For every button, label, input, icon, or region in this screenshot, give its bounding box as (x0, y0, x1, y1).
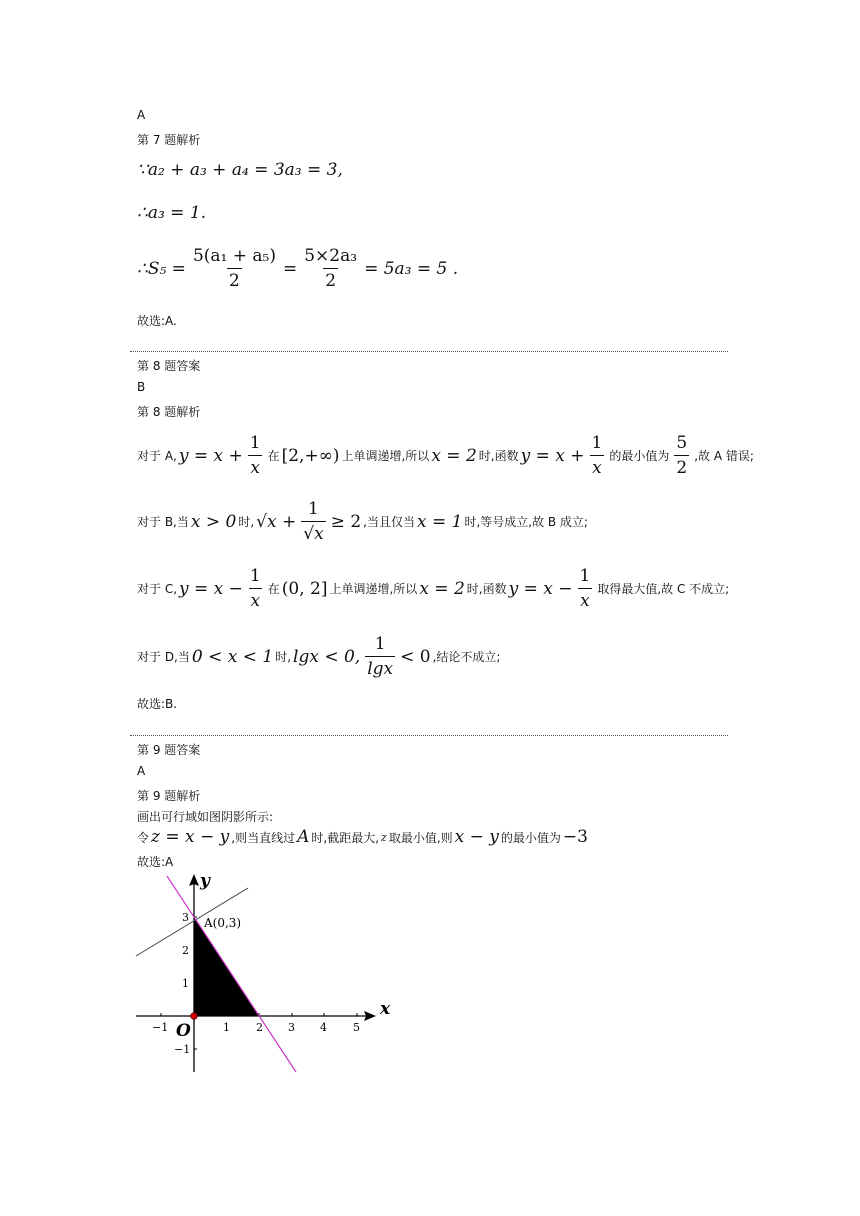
q8-a-frac2-num: 1 (591, 433, 603, 453)
q7-step3-num1: 5(a₁ + a₅) (192, 246, 276, 266)
q7-step3-den1: 2 (227, 268, 242, 291)
x-tick-label: 2 (256, 1021, 263, 1034)
y-tick-label: −1 (174, 1043, 191, 1056)
q8-c-mid3: 时,函数 (466, 582, 507, 596)
q8-c-expr2: y = x − (508, 578, 573, 599)
x-tick-label: 1 (223, 1021, 230, 1034)
q8-a-mid3: 时,函数 (478, 449, 519, 463)
q8-a-pre: 对于 A, (137, 449, 177, 463)
origin-point (191, 1013, 198, 1020)
q8-b-cond: x > 0 (190, 511, 237, 532)
q8-c-expr: y = x − (179, 578, 243, 599)
q7-step3-frac2 (302, 246, 359, 291)
q7-step3-frac1 (191, 246, 278, 291)
q9-l2-mid2: 时,截距最大, (311, 830, 380, 845)
q8-a-frac (248, 433, 263, 478)
q8-answer-title: 第 8 题答案 (137, 359, 201, 373)
q8-d-mid1: 时, (275, 650, 292, 664)
q8-d-frac-num: 1 (374, 634, 386, 654)
q9-analysis-title: 第 9 题解析 (137, 789, 201, 803)
q7-step3-rhs: = 5a₃ = 5 . (364, 258, 459, 279)
q8-a-mid4: 的最小值为 (609, 449, 670, 463)
q8-a-expr: y = x + (178, 445, 243, 466)
q8-d-frac (365, 634, 395, 679)
q9-l2-zs: z (381, 830, 387, 844)
q8-c-frac2 (578, 566, 593, 611)
q8-d-end: ,结论不成立; (432, 650, 501, 664)
q8-c-interval: (0, 2] (281, 578, 328, 599)
x-tick-label: −1 (152, 1021, 169, 1034)
q8-b-mid1: 时, (238, 515, 255, 529)
q8-d-ineq2: < 0 (400, 646, 431, 667)
q8-d-ineq: lgx < 0, (293, 646, 361, 667)
q8-a-mid1: 在 (267, 449, 280, 463)
q8-a-val-num: 5 (676, 433, 688, 453)
q8-c-frac-num: 1 (249, 566, 261, 586)
q8-b-frac-den: √x (301, 521, 325, 544)
q7-step3-num2: 5×2a₃ (304, 246, 358, 266)
q9-answer-title: 第 9 题答案 (137, 743, 201, 757)
q8-option-d (137, 634, 500, 679)
q9-l2-xy: x − y (454, 827, 499, 847)
q8-a-frac-num: 1 (249, 433, 261, 453)
q9-conclusion: 故选:A (137, 855, 174, 869)
q7-step3-lhs: ∴S₅ = (137, 258, 186, 279)
q8-c-pre: 对于 C, (137, 582, 178, 596)
q8-b-cond2: x = 1 (416, 511, 463, 532)
feasible-region-graph (130, 868, 410, 1076)
q8-option-a (137, 433, 754, 478)
y-tick-label: 3 (182, 911, 189, 924)
q9-answer: A (137, 764, 146, 778)
q7-step3-den2: 2 (323, 268, 338, 291)
q8-d-pre: 对于 D,当 (137, 650, 190, 664)
equals-sign: = (282, 258, 298, 279)
q8-c-frac-den: x (249, 588, 263, 611)
x-tick-label: 5 (353, 1021, 360, 1034)
q8-c-frac2-num: 1 (579, 566, 591, 586)
x-tick-label: 4 (320, 1021, 327, 1034)
q8-c-mid2: 上单调递增,所以 (329, 582, 418, 596)
q8-a-val-den: 2 (674, 455, 689, 478)
q8-a-frac-den: x (248, 455, 262, 478)
q9-line2 (137, 827, 588, 847)
q9-line1: 画出可行域如图阴影所示: (137, 810, 274, 824)
y-tick-label: 2 (182, 944, 189, 957)
q9-l2-z: z = x − y (151, 827, 230, 847)
q8-b-frac (301, 499, 325, 544)
q8-a-end: ,故 A 错误; (694, 449, 754, 463)
q9-l2-a: A (297, 827, 310, 847)
point-a-label: A(0,3) (204, 916, 242, 930)
q8-b-pre: 对于 B,当 (137, 515, 189, 529)
q9-l2-val: −3 (562, 827, 588, 847)
q8-c-cond: x = 2 (419, 578, 465, 599)
origin-label: O (176, 1021, 191, 1041)
q8-b-ge: ≥ 2 (330, 511, 362, 532)
q9-l2-mid1: ,则当直线过 (231, 830, 296, 845)
x-axis-label: x (380, 999, 391, 1019)
y-tick-label: 1 (182, 977, 189, 990)
q8-answer: B (137, 380, 146, 394)
q8-c-frac (248, 566, 263, 611)
q8-a-frac2-den: x (590, 455, 604, 478)
q8-a-mid2: 上单调递增,所以 (341, 449, 430, 463)
q8-b-mid2: ,当且仅当 (363, 515, 415, 529)
q8-b-frac-num: 1 (308, 499, 319, 519)
q8-conclusion: 故选:B. (137, 697, 178, 711)
y-axis-label: y (200, 871, 210, 891)
q7-conclusion: 故选:A. (137, 314, 177, 328)
q8-c-end: 取得最大值,故 C 不成立; (597, 582, 730, 596)
q8-a-cond: x = 2 (431, 445, 477, 466)
q7-step1: ∵a₂ + a₃ + a₄ = 3a₃ = 3, (137, 160, 343, 180)
q7-step2: ∴a₃ = 1. (137, 203, 207, 223)
q7-analysis-title: 第 7 题解析 (137, 133, 201, 147)
q8-c-frac2-den: x (578, 588, 592, 611)
q8-analysis-title: 第 8 题解析 (137, 405, 201, 419)
separator-1 (130, 351, 728, 352)
separator-2 (130, 735, 728, 736)
q8-option-b (137, 499, 588, 544)
q8-d-frac-den: lgx (365, 656, 395, 679)
q8-option-c (137, 566, 729, 611)
q8-a-expr2: y = x + (520, 445, 585, 466)
q8-b-end: 时,等号成立,故 B 成立; (464, 515, 588, 529)
q9-l2-mid4: 的最小值为 (500, 830, 561, 845)
q8-a-val (674, 433, 689, 478)
q7-step3 (137, 246, 458, 291)
q8-b-sqrt: √x + (256, 511, 297, 532)
q8-d-cond: 0 < x < 1 (191, 646, 274, 667)
q7-answer: A (137, 108, 146, 122)
x-tick-label: 3 (288, 1021, 295, 1034)
q8-c-mid1: 在 (267, 582, 280, 596)
q9-l2-mid3: 取最小值,则 (388, 830, 453, 845)
q8-a-frac2 (590, 433, 605, 478)
q8-a-interval: [2,+∞) (281, 445, 340, 466)
q9-l2-pre: 令 (137, 830, 150, 845)
